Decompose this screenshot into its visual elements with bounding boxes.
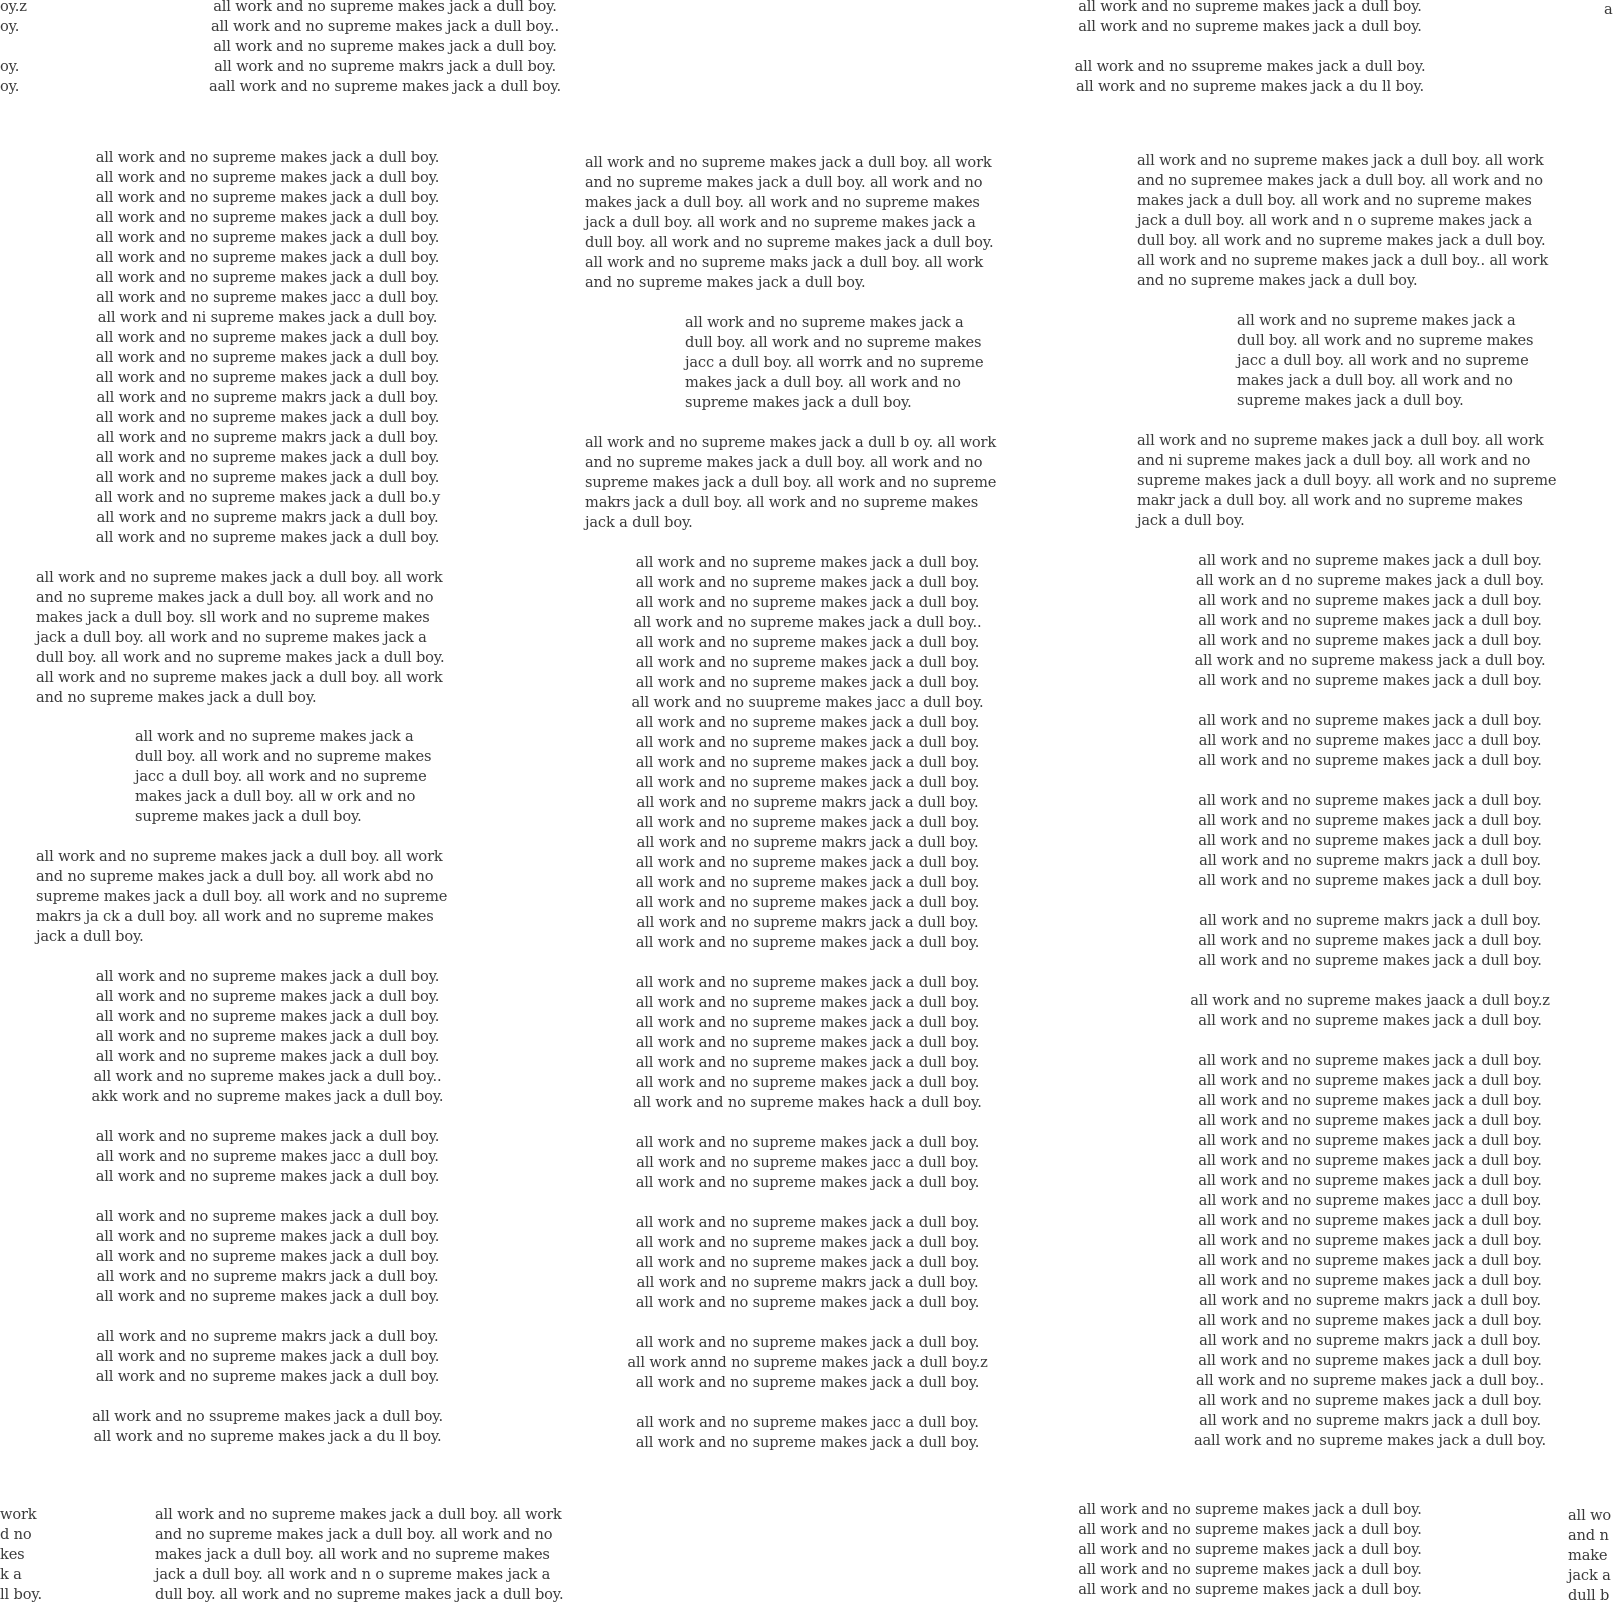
- text-line: all work and no supreme makes jack a dull boy.: [1198, 672, 1542, 689]
- text-line: jack a dull boy.: [36, 928, 144, 945]
- text-line: all work and no supreme makes jack a dull boy. all work: [155, 1506, 562, 1523]
- text-line: all work and no supreme makes jack a dull boy.: [1198, 872, 1542, 889]
- text-line: all work and no supreme makes jack a dull boy..: [210, 18, 560, 35]
- text-line: supreme makes jack a dull boyy. all work and no supreme: [1137, 472, 1557, 489]
- text-line: all work and no supreme makes jack a dull boy.: [95, 1248, 440, 1265]
- text-line: all work and no supreme makes jack a dull boy.: [95, 988, 440, 1005]
- text-line: all work and no supreme makes jacc a dull boy.: [1198, 1192, 1542, 1209]
- text-line: all work and no supreme makrs jack a dull boy.: [636, 1274, 979, 1291]
- text-line: all work and no supreme makrs jack a dull boy.: [1199, 852, 1541, 869]
- text-line: all work and no supreme makess jack a dull boy.: [1194, 652, 1546, 669]
- text-block: [70, 1127, 465, 1187]
- text-line: makr jack a dull boy. all work and no supreme makes: [1137, 492, 1523, 509]
- text-line: all work and no supreme makes jack a: [135, 728, 414, 745]
- text-line: all work and no supreme makes jack a dull boy.: [95, 269, 440, 286]
- text-line: all work and no supreme makes jack a dull boy.: [1198, 1352, 1542, 1369]
- text-line: all work and no supreme makes jack a dull boy.: [635, 1334, 980, 1351]
- text-line: all work and no supreme makes jack a dull boy.: [1198, 932, 1542, 949]
- text-line: all work and no supreme makes jack a dull boy.: [1198, 752, 1542, 769]
- text-block-edge-right-bottom: [1568, 1506, 1611, 1606]
- text-line: supreme makes jack a dull boy.: [685, 394, 912, 411]
- text-block: [610, 1333, 1005, 1393]
- text-line: all work and no supreme makes jack a dull boy.: [95, 249, 440, 266]
- text-line: all work and no supreme makes jack a dull boy. all work: [36, 569, 443, 586]
- text-line: all work and no supreme makes jack a dull boy.: [635, 1074, 980, 1091]
- text-line: all work and no supreme makes jack a dull boy.: [635, 1014, 980, 1031]
- text-line: all work and no supreme makes jack a dull boy.: [1198, 1212, 1542, 1229]
- text-block: [70, 148, 465, 548]
- text-line: all work and no supreme makes jack a dull boy.: [635, 734, 980, 751]
- text-line: oy.z: [0, 0, 27, 15]
- text-line: all work and no supreme makes jack a dull boy. all work: [1137, 432, 1544, 449]
- text-line: all work and no supreme makes jack a dull boy. all work: [36, 669, 443, 686]
- text-line: all work and no supreme makes jack a dull boy.: [635, 574, 980, 591]
- text-line: all work and no supreme makes jack a dull boy.: [1078, 0, 1422, 15]
- text-line: all work and no supreme makes jack a dull boy.: [95, 1348, 440, 1365]
- text-line: all work and no supreme makes jack a dull boy.: [1078, 18, 1422, 35]
- text-block: [610, 1413, 1005, 1453]
- text-line: dull boy. all work and no supreme makes: [685, 334, 982, 351]
- text-line: all work and no supreme makrs jack a dull boy.: [214, 58, 556, 75]
- text-line: all work annd no supreme makes jack a dull boy.z: [627, 1354, 988, 1371]
- text-line: makes jack a dull boy. all w ork and no: [135, 788, 416, 805]
- text-line: all work and no supreme makrs jack a dull boy.: [636, 834, 979, 851]
- text-line: all work and no supreme makes jack a dull boy.: [1078, 1521, 1422, 1538]
- text-line: all work and no supreme makes jack a dull boy..: [1195, 1372, 1545, 1389]
- text-line: dull boy. all work and no supreme makes jack a dull boy.: [1137, 232, 1546, 249]
- text-line: all work an d no supreme makes jack a dull boy.: [1195, 572, 1545, 589]
- text-line: all work and no supreme makes jack a dull boy.: [1198, 952, 1542, 969]
- text-line: and no supreme makes jack a dull boy.: [36, 689, 317, 706]
- text-line: makes jack a dull boy. all work and no supreme makes: [585, 194, 980, 211]
- text-line: all work and no supreme makes jack a dull boy.: [1198, 1092, 1542, 1109]
- text-line: all work and ni supreme makes jack a dull boy.: [97, 309, 438, 326]
- text-line: all work and no supreme makrs jack a dull boy.: [96, 509, 439, 526]
- text-line: make: [1568, 1547, 1608, 1564]
- text-line: all work and no supreme makes jack a dull boy.: [1198, 1392, 1542, 1409]
- text-line: all work and no supreme makes jack a dull boy.: [1198, 592, 1542, 609]
- text-line: all work and no supreme makes jack a dull boy.: [635, 1034, 980, 1051]
- text-line: all work and no supreme makes jack a dull boy. all work: [1137, 152, 1544, 169]
- text-line: all work and no supreme makes hack a dull boy.: [633, 1094, 982, 1111]
- text-line: all work and no supreme makes jack a dull boy.: [1078, 1561, 1422, 1578]
- text-block: [70, 1207, 465, 1307]
- text-line: d no: [0, 1526, 32, 1543]
- text-line: all work and no supreme makes jack a dull boy.: [1198, 812, 1542, 829]
- text-line: and no supreme makes jack a dull boy. all work and no: [155, 1526, 553, 1543]
- text-line: makes jack a dull boy. all work and no supreme makes: [1137, 192, 1532, 209]
- text-line: all work and no supreme makes jack a dull boy.: [1198, 1152, 1542, 1169]
- text-line: all work and no supreme makes jack a dull boy.: [95, 349, 440, 366]
- text-line: jacc a dull boy. all worrk and no supreme: [685, 354, 984, 371]
- text-line: aall work and no supreme makes jack a dull boy.: [208, 78, 562, 95]
- text-line: all work and no supreme makes jack a dull boy.: [95, 1228, 440, 1245]
- text-line: all work and no supreme maks jack a dull boy. all work: [585, 254, 984, 271]
- text-line: makes jack a dull boy. all work and no supreme makes: [155, 1546, 550, 1563]
- text-line: all work and no supreme makes jack a du ll boy.: [93, 1428, 442, 1445]
- text-line: all work and no supreme makes jack a: [1237, 312, 1516, 329]
- text-line: dull boy. all work and no supreme makes: [135, 748, 432, 765]
- text-line: and no supremee makes jack a dull boy. all work and no: [1137, 172, 1543, 189]
- text-block: [1170, 711, 1570, 771]
- text-block: [1055, 0, 1445, 97]
- text-line: all work and no supreme makes jack a dull boy.: [635, 714, 980, 731]
- text-block: [1170, 911, 1570, 971]
- text-line: aall work and no supreme makes jack a dull boy.: [1193, 1432, 1547, 1449]
- text-block-edge-right-top: [1604, 0, 1613, 20]
- text-paragraph: [585, 433, 996, 533]
- text-line: and no supreme makes jack a dull boy. all work and no: [36, 589, 434, 606]
- text-line: all work and no supreme makes jack a dull boy.: [635, 1134, 980, 1151]
- text-line: supreme makes jack a dull boy.: [1237, 392, 1464, 409]
- text-line: all work and no supreme makes jack a dull boy.: [95, 329, 440, 346]
- text-line: all work and no supreme makrs jack a dull boy.: [636, 914, 979, 931]
- text-line: and no supreme makes jack a dull boy. all work and no: [585, 454, 983, 471]
- text-line: all work and no supreme makes jack a dull boy.: [635, 994, 980, 1011]
- text-line: oy.: [0, 58, 20, 75]
- text-line: all work and no supreme makrs jack a dull boy.: [96, 1268, 439, 1285]
- text-line: ll boy.: [0, 1586, 42, 1603]
- text-block: [610, 1133, 1005, 1193]
- text-line: and no supreme makes jack a dull boy. all work abd no: [36, 868, 434, 885]
- text-line: all work and no supreme makes jacc a dull boy.: [96, 1148, 439, 1165]
- text-line: all work and no supreme makes jack a dull boy.: [635, 874, 980, 891]
- text-line: all work and no supreme makes jack a dull boy.: [95, 1048, 440, 1065]
- text-line: all work and no supreme makes jack a dull boy.: [635, 854, 980, 871]
- text-block: [70, 1327, 465, 1387]
- text-line: and no supreme makes jack a dull boy.: [585, 274, 866, 291]
- text-line: jacc a dull boy. all work and no supreme: [1237, 352, 1529, 369]
- text-line: all work and no supreme makes jack a dull boy.: [95, 229, 440, 246]
- text-block-edge-left-top: [0, 0, 27, 97]
- text-line: all work and no supreme makes jacc a dull boy.: [636, 1154, 979, 1171]
- text-line: all work and no supreme makes jack a dull boy.: [95, 1288, 440, 1305]
- text-paragraph: [1137, 151, 1548, 291]
- text-line: oy.: [0, 78, 20, 95]
- text-line: all work and no supreme makes jack a dull boy.: [1198, 1272, 1542, 1289]
- text-line: all work and no supreme makes jack a dull boy. all work: [36, 848, 443, 865]
- text-line: all work and no supreme makes jack a dull boy.: [1078, 1581, 1422, 1598]
- text-line: all work and no supreme makes jack a dull boy.: [1198, 632, 1542, 649]
- text-line: all work and no supreme makes jack a dull boy.: [95, 1128, 440, 1145]
- text-line: makrs ja ck a dull boy. all work and no supreme makes: [36, 908, 434, 925]
- text-line: kes: [0, 1546, 25, 1563]
- text-paragraph: [135, 727, 431, 827]
- text-line: all work and no supreme makrs jack a dull boy.: [1199, 1292, 1541, 1309]
- text-line: all work and no supreme makes jack a dull b oy. all work: [585, 434, 997, 451]
- text-line: jacc a dull boy. all work and no supreme: [135, 768, 427, 785]
- text-line: all work and no supreme makes jack a dull bo.y: [94, 489, 441, 506]
- text-block: [1170, 791, 1570, 891]
- text-line: all work and no supreme makes jack a dull boy.: [635, 974, 980, 991]
- text-line: all work and no supreme makes jack a dull boy.: [213, 0, 557, 15]
- text-line: all work and no supreme makes jaack a dull boy.z: [1190, 992, 1550, 1009]
- text-line: dull boy. all work and no supreme makes jack a dull boy.: [155, 1586, 564, 1603]
- text-line: all work and no supreme makes jack a dull boy.: [95, 189, 440, 206]
- text-line: all work and no supreme makes jack a dull boy.: [1198, 1252, 1542, 1269]
- text-line: all work and no supreme makes jack a dull boy.: [95, 449, 440, 466]
- text-line: all work and no supreme makes jack a dull boy.: [1198, 1112, 1542, 1129]
- text-paragraph: [685, 313, 983, 413]
- text-line: supreme makes jack a dull boy. all work and no supreme: [585, 474, 997, 491]
- text-line: all work and no supreme makes jack a dull boy.: [95, 469, 440, 486]
- text-line: all work and no supreme makes jack a dull boy.. all work: [1137, 252, 1549, 269]
- text-line: all work and no supreme makes jack a dull boy.: [1198, 1012, 1542, 1029]
- text-line: jack a dull boy. all work and n o supreme makes jack a: [1137, 212, 1533, 229]
- text-line: jack a: [1568, 1567, 1611, 1584]
- text-line: jack a dull boy. all work and n o supreme makes jack a: [155, 1566, 551, 1583]
- text-line: [0, 37, 27, 57]
- text-line: all work and no supreme makes jack a dull boy..: [93, 1068, 442, 1085]
- text-line: all work and no supreme makes jack a dull boy.: [635, 754, 980, 771]
- text-line: all work and no supreme makes jack a dull boy.: [95, 1008, 440, 1025]
- text-line: makes jack a dull boy. all work and no: [1237, 372, 1513, 389]
- text-line: all work and no supreme makes jack a dull boy.: [635, 934, 980, 951]
- text-line: and n: [1568, 1527, 1609, 1544]
- text-line: all work and no supreme makes jack a dull boy.: [635, 1174, 980, 1191]
- text-line: all work and no supreme makrs jack a dull boy.: [636, 794, 979, 811]
- text-paragraph: [36, 847, 447, 947]
- text-line: oy.: [0, 18, 20, 35]
- text-line: jack a dull boy.: [585, 514, 693, 531]
- text-line: all work and no supreme makes jack a dull boy.: [95, 1208, 440, 1225]
- text-block: [1170, 551, 1570, 691]
- text-block: [190, 0, 580, 97]
- text-block: [70, 967, 465, 1107]
- text-block: [1170, 1051, 1570, 1451]
- text-line: all work and no supreme makes jack a dull boy.: [95, 209, 440, 226]
- text-line: supreme makes jack a dull boy.: [135, 808, 362, 825]
- text-line: all work and no supreme makes jack a dull boy. all work: [585, 154, 992, 171]
- text-line: all work and no supreme makes jack a dull boy.: [95, 409, 440, 426]
- text-line: dull boy. all work and no supreme makes jack a dull boy.: [585, 234, 994, 251]
- text-line: all work and no supreme makes jack a dull boy.: [1198, 552, 1542, 569]
- text-line: all work and no supreme makes jack a dull boy.: [635, 594, 980, 611]
- text-line: jack a dull boy. all work and no supreme makes jack a: [585, 214, 976, 231]
- text-line: all work and no supreme makes jack a dull boy.: [1198, 1172, 1542, 1189]
- text-line: all work and no supreme makes jack a dull boy.: [635, 654, 980, 671]
- text-line: and ni supreme makes jack a dull boy. all work and no: [1137, 452, 1531, 469]
- text-line: all work and no supreme makes jack a dull boy.: [1198, 1052, 1542, 1069]
- text-line: all work and no supreme makes jack a dull boy.: [1198, 712, 1542, 729]
- text-line: all work and no suupreme makes jacc a dull boy.: [631, 694, 984, 711]
- text-line: and no supreme makes jack a dull boy.: [1137, 272, 1418, 289]
- text-line: all work and no supreme makes jack a dull boy.: [635, 634, 980, 651]
- text-line: all work and no supreme makes jack a dull boy.: [635, 774, 980, 791]
- text-line: all work and no supreme makes jack a dull boy.: [1198, 1132, 1542, 1149]
- text-line: a: [1604, 1, 1613, 18]
- text-line: all work and no ssupreme makes jack a dull boy.: [1074, 58, 1426, 75]
- text-paragraph: [1137, 431, 1556, 531]
- text-line: [1055, 37, 1445, 57]
- text-line: all work and no supreme makes jack a dull boy.: [635, 1054, 980, 1071]
- text-line: all work and no supreme makes jack a dull boy..: [633, 614, 982, 631]
- text-line: all work and no supreme makes jack a dull boy.: [1078, 1501, 1422, 1518]
- text-paragraph: [585, 153, 993, 293]
- text-line: akk work and no supreme makes jack a dull boy.: [91, 1088, 444, 1105]
- text-line: all work and no supreme makrs jack a dull boy.: [1199, 912, 1541, 929]
- text-line: dull boy. all work and no supreme makes: [1237, 332, 1534, 349]
- text-line: all work and no supreme makes jack a dull boy.: [95, 169, 440, 186]
- text-line: all work and no supreme makes jack a dull boy.: [95, 968, 440, 985]
- text-line: dull b: [1568, 1587, 1610, 1604]
- text-line: all work and no supreme makes jack a dull boy.: [635, 1294, 980, 1311]
- text-line: all work and no supreme makes jacc a dull boy.: [96, 289, 439, 306]
- text-block: [610, 973, 1005, 1113]
- text-line: all work and no supreme makes jack a dull boy.: [1198, 832, 1542, 849]
- text-block-edge-left-bottom: [0, 1505, 42, 1605]
- text-line: all work and no supreme makes jack a dull boy.: [635, 1434, 980, 1451]
- text-line: all work and no supreme makes jack a dull boy.: [95, 1168, 440, 1185]
- text-line: all work and no supreme makes jack a dull boy.: [635, 1374, 980, 1391]
- text-line: all work and no supreme makes jack a dull boy.: [1198, 1312, 1542, 1329]
- text-line: all work and no supreme makes jacc a dull boy.: [636, 1414, 979, 1431]
- text-line: and no supreme makes jack a dull boy. all work and no: [585, 174, 983, 191]
- text-line: all work and no supreme makrs jack a dull boy.: [1199, 1332, 1541, 1349]
- text-line: all work and no supreme makes jack a dull boy.: [635, 674, 980, 691]
- text-line: makes jack a dull boy. all work and no: [685, 374, 961, 391]
- text-line: all work and no supreme makes jack a dull boy.: [1198, 1072, 1542, 1089]
- text-block: [610, 553, 1005, 953]
- text-line: all work and no supreme makrs jack a dull boy.: [96, 389, 439, 406]
- text-line: supreme makes jack a dull boy. all work and no supreme: [36, 888, 448, 905]
- text-line: all work and no supreme makes jack a dull boy.: [635, 814, 980, 831]
- text-line: makes jack a dull boy. sll work and no supreme makes: [36, 609, 430, 626]
- text-line: all work and no supreme makrs jack a dull boy.: [96, 1328, 439, 1345]
- text-line: all wo: [1568, 1507, 1612, 1524]
- text-line: all work and no supreme makes jack a dull boy.: [635, 1214, 980, 1231]
- text-line: all work and no supreme makes jack a dull boy.: [635, 894, 980, 911]
- text-block: [1170, 991, 1570, 1031]
- text-line: all work and no supreme makes jack a du ll boy.: [1075, 78, 1425, 95]
- text-line: all work and no supreme makrs jack a dull boy.: [96, 429, 439, 446]
- text-paragraph: [1237, 311, 1533, 411]
- text-line: all work and no supreme makrs jack a dull boy.: [1199, 1412, 1541, 1429]
- text-line: work: [0, 1506, 37, 1523]
- text-line: jack a dull boy. all work and no supreme makes jack a: [36, 629, 427, 646]
- text-block: [610, 1213, 1005, 1313]
- text-line: all work and no supreme makes jack a dull boy.: [1198, 612, 1542, 629]
- text-line: jack a dull boy.: [1137, 512, 1245, 529]
- text-line: all work and no supreme makes jack a dull boy.: [95, 1368, 440, 1385]
- text-line: all work and no supreme makes jack a dull boy.: [1198, 1232, 1542, 1249]
- text-paragraph: [155, 1505, 563, 1605]
- text-line: all work and no supreme makes jack a dull boy.: [95, 149, 440, 166]
- text-line: all work and no supreme makes jack a dull boy.: [95, 1028, 440, 1045]
- text-line: all work and no supreme makes jack a dull boy.: [1198, 792, 1542, 809]
- text-line: all work and no supreme makes jack a dull boy.: [635, 1254, 980, 1271]
- text-line: all work and no supreme makes jack a: [685, 314, 964, 331]
- text-line: all work and no supreme makes jack a dull boy.: [95, 369, 440, 386]
- text-line: k a: [0, 1566, 22, 1583]
- text-line: all work and no supreme makes jack a dull boy.: [213, 38, 557, 55]
- text-block: [70, 1407, 465, 1447]
- text-paragraph: [36, 568, 444, 708]
- text-line: all work and no supreme makes jacc a dull boy.: [1198, 732, 1542, 749]
- text-line: all work and no supreme makes jack a dull boy.: [1078, 1541, 1422, 1558]
- text-line: all work and no supreme makes jack a dull boy.: [635, 554, 980, 571]
- text-block: [1055, 1500, 1445, 1600]
- text-line: makrs jack a dull boy. all work and no supreme makes: [585, 494, 979, 511]
- text-line: all work and no supreme makes jack a dull boy.: [635, 1234, 980, 1251]
- text-line: all work and no supreme makes jack a dull boy.: [95, 529, 440, 546]
- text-line: dull boy. all work and no supreme makes jack a dull boy.: [36, 649, 445, 666]
- text-line: all work and no ssupreme makes jack a dull boy.: [92, 1408, 443, 1425]
